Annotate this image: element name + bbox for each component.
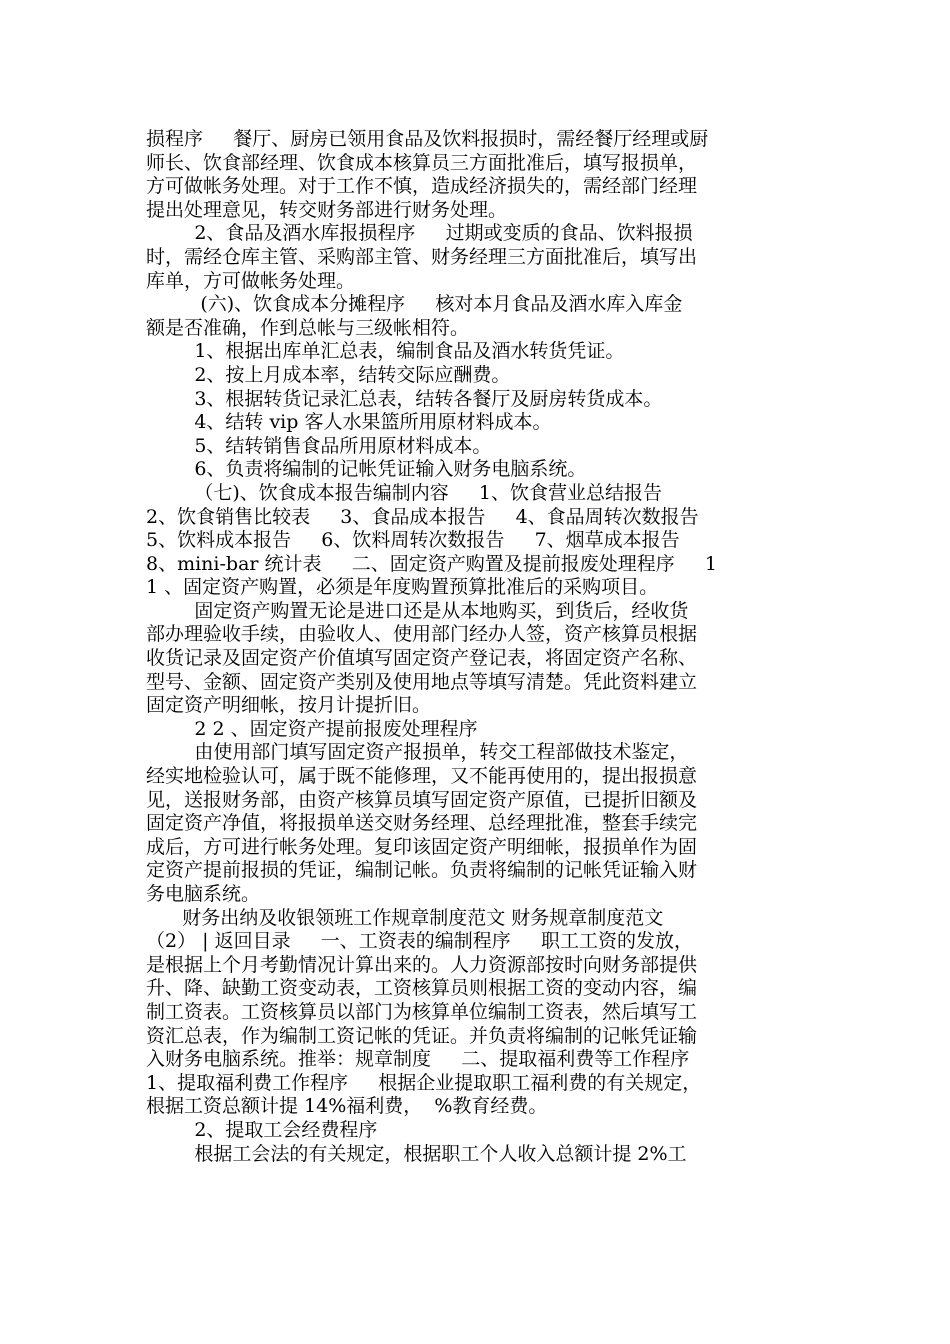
text-line: 入财务电脑系统。推举：规章制度 二、提取福利费等工作程序: [146, 1048, 690, 1071]
text-line: 5、结转销售食品所用原材料成本。: [146, 434, 492, 457]
text-line: 2、饮食销售比较表 3、食品成本报告 4、食品周转次数报告: [146, 505, 699, 528]
text-line: 成后，方可进行帐务处理。复印该固定资产明细帐，报损单作为固: [146, 835, 698, 858]
text-line: 损程序 餐厅、厨房已领用食品及饮料报损时，需经餐厅经理或厨: [146, 128, 709, 150]
text-line: 根据工资总额计提 14%福利费， %教育经费。: [146, 1095, 548, 1118]
text-line: 时，需经仓库主管、采购部主管、财务经理三方面批准后，填写出: [146, 245, 698, 268]
text-line: 资汇总表，作为编制工资记帐的凭证。并负责将编制的记帐凭证输: [146, 1024, 698, 1047]
text-line: 型号、金额、固定资产类别及使用地点等填写清楚。凭此资料建立: [146, 670, 698, 693]
text-line: 4、结转 vip 客人水果篮所用原材料成本。: [146, 411, 552, 434]
text-line: （2） | 返回目录 一、工资表的编制程序 职工工资的发放，: [146, 930, 693, 953]
text-line: 1 、固定资产购置，必须是年度购置预算批准后的采购项目。: [146, 576, 659, 599]
text-line: 8、mini-bar 统计表 二、固定资产购置及提前报废处理程序 1: [146, 552, 718, 575]
text-line: 6、负责将编制的记帐凭证输入财务电脑系统。: [146, 458, 587, 481]
text-line: 1、根据出库单汇总表，编制食品及酒水转货凭证。: [146, 340, 625, 363]
text-line: 根据工会法的有关规定，根据职工个人收入总额计提 2%工: [146, 1142, 687, 1165]
text-line: (六)、饮食成本分摊程序 核对本月食品及酒水库入库金: [146, 293, 683, 316]
text-line: 5、饮料成本报告 6、饮料周转次数报告 7、烟草成本报告: [146, 529, 680, 552]
text-line: （七)、饮食成本报告编制内容 1、饮食营业总结报告: [146, 481, 663, 504]
text-line: 额是否准确，作到总帐与三级帐相符。: [146, 316, 470, 339]
text-line: 固定资产明细帐，按月计提折旧。: [146, 694, 432, 717]
text-line: 经实地检验认可，属于既不能修理，又不能再使用的，提出报损意: [146, 765, 698, 788]
text-line: 2 2 、固定资产提前报废处理程序: [146, 717, 478, 740]
text-line: 3、根据转货记录汇总表，结转各餐厅及厨房转货成本。: [146, 387, 663, 410]
text-line: 定资产提前报损的凭证，编制记帐。负责将编制的记帐凭证输入财: [146, 859, 698, 882]
text-line: 师长、饮食部经理、饮食成本核算员三方面批准后，填写报损单，: [146, 151, 698, 174]
text-line: 2、按上月成本率，结转交际应酬费。: [146, 363, 511, 386]
text-line: 1、提取福利费工作程序 根据企业提取职工福利费的有关规定，: [146, 1071, 702, 1094]
text-line: 固定资产净值，将报损单送交财务经理、总经理批准，整套手续完: [146, 812, 698, 835]
text-line: 财务出纳及收银领班工作规章制度范文 财务规章制度范文: [146, 906, 664, 929]
text-line: 是根据上个月考勤情况计算出来的。人力资源部按时向财务部提供: [146, 953, 698, 976]
text-line: 方可做帐务处理。对于工作不慎，造成经济损失的，需经部门经理: [146, 175, 698, 198]
text-line: 由使用部门填写固定资产报损单，转交工程部做技术鉴定，: [146, 741, 689, 764]
text-line: 见，送报财务部，由资产核算员填写固定资产原值，已提折旧额及: [146, 788, 698, 811]
text-line: 固定资产购置无论是进口还是从本地购买，到货后，经收货: [146, 599, 689, 622]
text-line: 2、提取工会经费程序: [146, 1118, 378, 1141]
text-line: 升、降、缺勤工资变动表，工资核算员则根据工资的变动内容，编: [146, 977, 698, 1000]
text-line: 部办理验收手续，由验收人、使用部门经办人签，资产核算员根据: [146, 623, 698, 646]
text-line: 制工资表。工资核算员以部门为核算单位编制工资表，然后填写工: [146, 1000, 698, 1023]
text-line: 提出处理意见，转交财务部进行财务处理。: [146, 198, 508, 221]
document-body: [146, 128, 806, 1166]
text-line: 2、食品及酒水库报损程序 过期或变质的食品、饮料报损: [146, 222, 693, 245]
text-line: 库单，方可做帐务处理。: [146, 269, 356, 292]
text-line: 收货记录及固定资产价值填写固定资产登记表，将固定资产名称、: [146, 647, 698, 670]
text-line: 务电脑系统。: [146, 883, 261, 905]
